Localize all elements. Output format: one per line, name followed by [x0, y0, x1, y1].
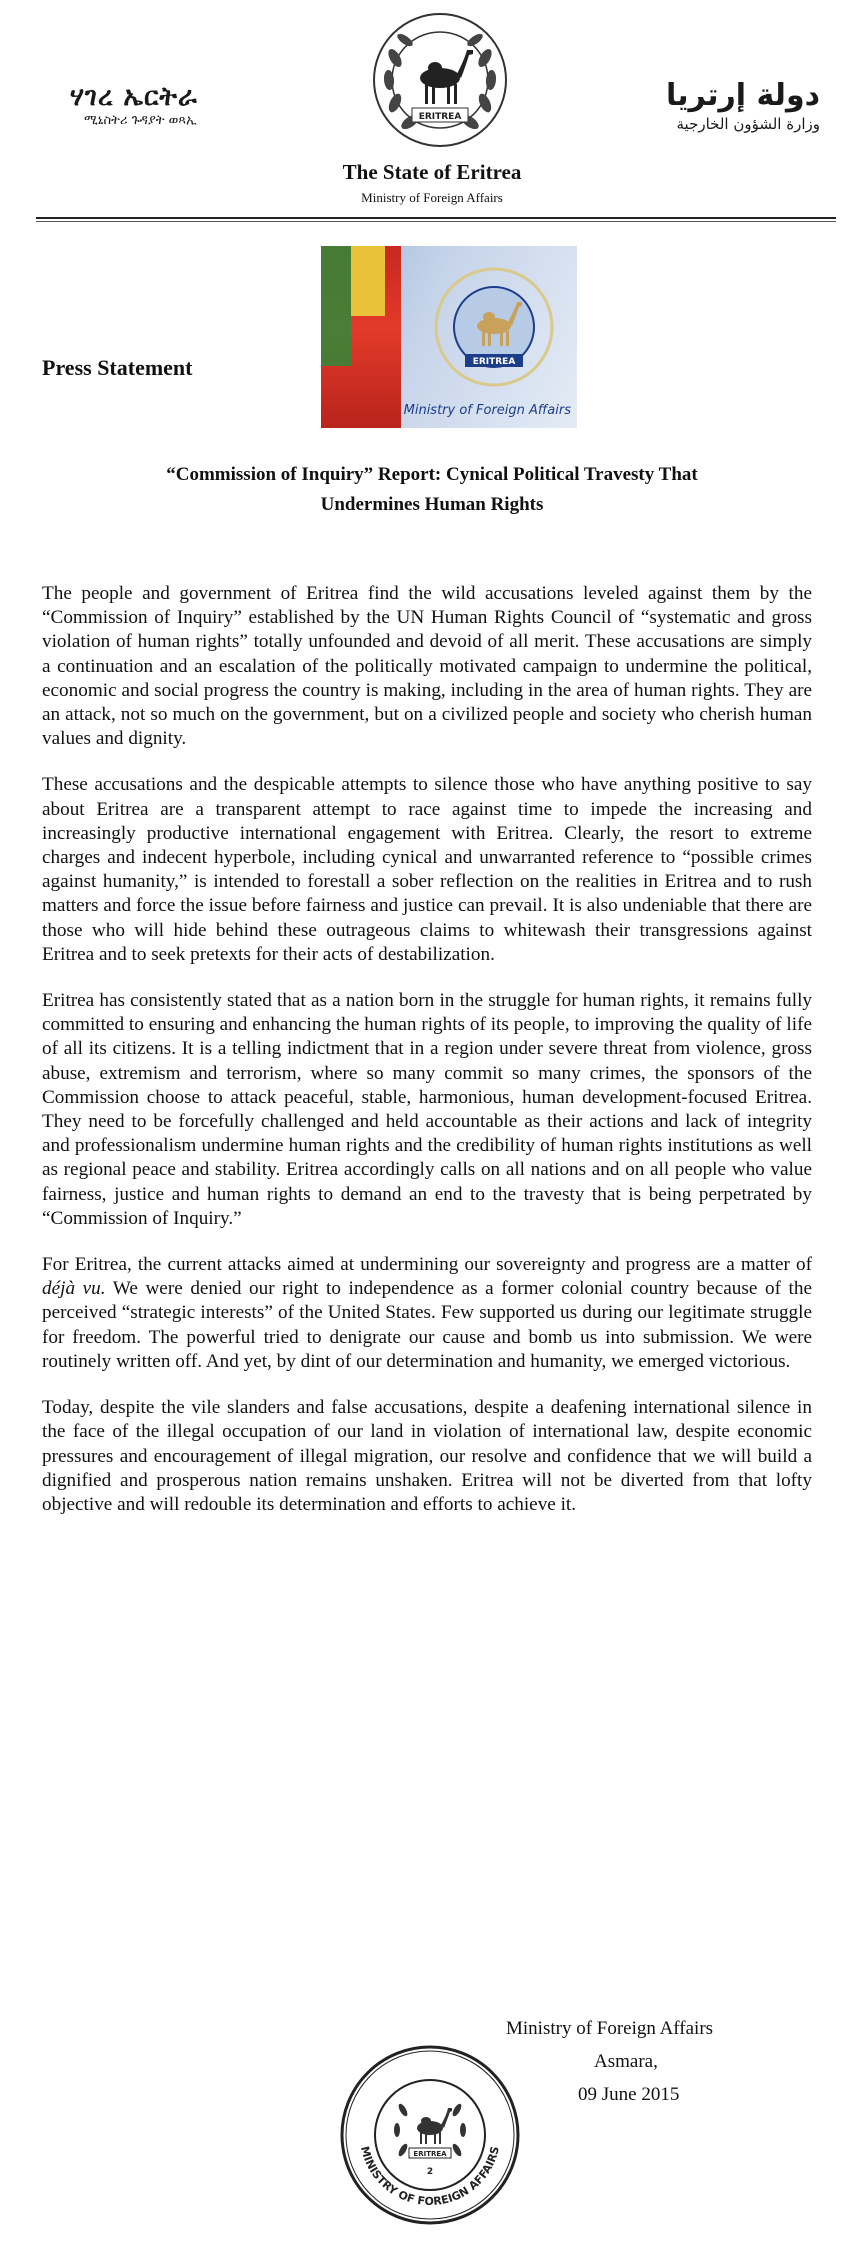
image-emblem-banner: ERITREA [472, 357, 516, 367]
headline [100, 460, 764, 520]
ministry-press-image [321, 246, 577, 428]
tigrinya-ministry-name: ሚኒስትሪ ጉዳያት ወጻኢ [84, 113, 197, 128]
flag-green-band [321, 246, 351, 366]
header-divider [36, 217, 836, 219]
seal-number: 2 [426, 2167, 434, 2177]
tigrinya-header [70, 82, 290, 130]
signature-date: 09 June 2015 [578, 2084, 680, 2105]
signature-block [500, 2012, 800, 2111]
state-title: The State of Eritrea [342, 160, 522, 184]
signature-city: Asmara, [594, 2051, 658, 2072]
paragraph-1: The people and government of Eritrea find the wild accusations leveled against them by the “Commission of Inquiry” established by the UN Human Rights Council of “systematic and gross violation of human rights” totally unfounded and devoid of all merit. These accusations are simply a continuation and an escalation of the politically motivated campaign to undermine the political, economic and social progress the country is making, including in the area of human rights. They are an attack, not so much on the government, but on a civilized people and society who cherish human values and dignity. [42, 583, 812, 750]
paragraph-4-part-b: We were denied our right to independence as a former colonial country because of the perceived “strategic interests” of the United States. Few supported us during our legitimate struggle for freedom. The powerful tried to denigrate our cause and bomb us into submission. We were routinely written off. And yet, by dint of our determination and humanity, we emerged victorious. [42, 1278, 812, 1372]
arabic-header [590, 78, 820, 134]
official-seal-icon [335, 2040, 525, 2230]
paragraph-3: Eritrea has consistently stated that as a nation born in the struggle for human rights, it remains fully committed to ensuring and enhancing the human rights of its people, to improving the quality of life of all its citizens. It is a telling indictment that in a region under severe threat from violence, gross abuse, extremism and terrorism, where so many commit so many crimes, the sponsors of the Commission choose to attack peaceful, stable, harmonious, human development-focused Eritrea. They need to be forcefully challenged and held accountable as their actions and lack of integrity and professionalism undermine human rights and the credibility of human rights institutions as well as regional peace and stability. Eritrea accordingly calls on all nations and on all people who value fairness, justice and human rights to demand an end to the travesty that is being perpetrated by “Commission of Inquiry.” [42, 990, 812, 1229]
seal-outer-text: MINISTRY OF FOREIGN AFFAIRS [357, 2144, 502, 2209]
image-caption: Ministry of Foreign Affairs [403, 403, 571, 418]
paragraph-4-part-a: For Eritrea, the current attacks aimed at undermining our sovereignty and progress are a matter of [42, 1254, 812, 1276]
headline-line-1: “Commission of Inquiry” Report: Cynical Political Travesty That [166, 464, 698, 485]
statement-body [42, 582, 812, 1539]
eritrea-emblem-icon [365, 8, 515, 158]
emblem-banner-text: ERITREA [418, 112, 462, 122]
flag-yellow-band [351, 246, 385, 316]
camel-emblem-icon [431, 264, 557, 390]
paragraph-2: These accusations and the despicable attempts to silence those who have anything positive to say about Eritrea are a transparent attempt to race against time to impede the increasing and increasingly productive international engagement with Eritrea. Clearly, the resort to extreme charges and indecent hyperbole, including cynical and unwarranted reference to “possible crimes against humanity,” is intended to forestall a sober reflection on the realities in Eritrea and to rush matters and force the issue before fairness and justice can prevail. It is also undeniable that there are those who will hide behind these outrageous claims to whitewash their transgressions against Eritrea and to seek pretexts for their acts of destabilization. [42, 774, 812, 965]
paragraph-4 [42, 1253, 812, 1374]
paragraph-4-emphasis: déjà vu. [42, 1278, 106, 1300]
tigrinya-state-name: ሃገረ ኤርትራ [70, 82, 198, 112]
headline-line-2: Undermines Human Rights [320, 494, 544, 515]
seal-banner-text: ERITREA [413, 2150, 447, 2158]
signature-ministry: Ministry of Foreign Affairs [506, 2018, 714, 2039]
header-divider-thin [36, 221, 836, 222]
paragraph-5: Today, despite the vile slanders and false accusations, despite a deafening international silence in the face of the illegal occupation of our land in violation of international law, despite economic pressures and encouragement of illegal migration, our resolve and confidence that we will build a dignified and prosperous nation remains unshaken. Eritrea will not be diverted from that lofty objective and will redouble its determination and efforts to achieve it. [42, 1397, 812, 1515]
press-statement-label: Press Statement [42, 355, 193, 380]
ministry-subtitle: Ministry of Foreign Affairs [361, 190, 503, 205]
arabic-state-name: دولة إرتريا [666, 78, 820, 113]
arabic-ministry-name: وزارة الشؤون الخارجية [676, 115, 820, 133]
